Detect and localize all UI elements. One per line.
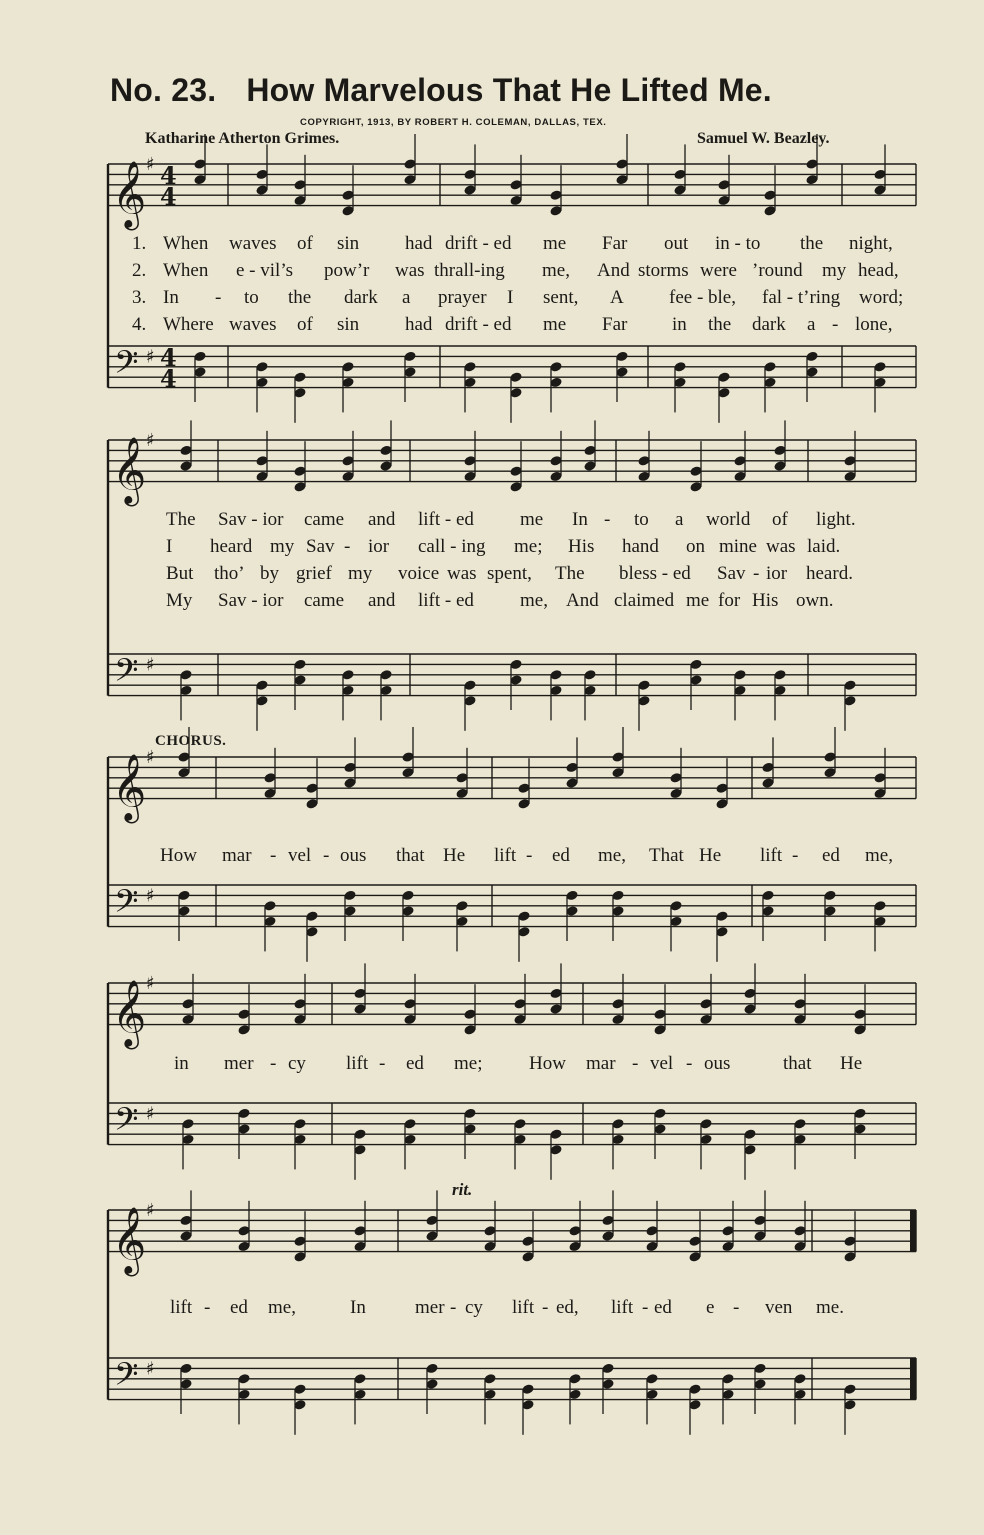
lyric-syllable: voice xyxy=(398,563,440,584)
lyric-syllable: He xyxy=(443,845,466,866)
lyric-syllable: Sav - ior xyxy=(218,590,284,611)
lyric-syllable: How xyxy=(160,845,197,866)
lyric-syllable: lift xyxy=(611,1297,634,1318)
lyric-syllable: e - vil’s xyxy=(236,260,293,281)
lyric-syllable: my xyxy=(348,563,373,584)
chorus-lyric-line-1 xyxy=(160,845,940,869)
lyric-syllable: lift - ed xyxy=(418,509,474,530)
lyric-syllable: for xyxy=(718,590,741,611)
lyric-syllable: night, xyxy=(849,233,893,254)
lyric-syllable: I xyxy=(507,287,514,308)
lyric-syllable: the xyxy=(800,233,824,254)
lyric-syllable: of xyxy=(297,314,313,335)
lyric-syllable: were xyxy=(700,260,737,281)
lyric-syllable: He xyxy=(840,1053,863,1074)
lyric-syllable: heard. xyxy=(806,563,853,584)
lyric-syllable: mar xyxy=(222,845,252,866)
lyric-syllable: my xyxy=(270,536,295,557)
lyric-syllable: of xyxy=(772,509,788,530)
sharp-key-signature-icon: ♯ xyxy=(146,885,155,907)
lyric-syllable: Far xyxy=(602,233,628,254)
lyric-syllable: - xyxy=(450,1297,457,1318)
lyric-syllable: on xyxy=(686,536,705,557)
lyric-syllable: of xyxy=(297,233,313,254)
lyric-syllable: I xyxy=(166,536,173,557)
sharp-key-signature-icon: ♯ xyxy=(146,430,155,452)
lyric-syllable: dark xyxy=(752,314,786,335)
lyric-syllable: But xyxy=(166,563,194,584)
lyric-syllable: by xyxy=(260,563,279,584)
lyric-syllable: How xyxy=(529,1053,566,1074)
lyric-syllable: 2. xyxy=(132,260,147,281)
lyric-syllable: - xyxy=(379,1053,386,1074)
lyric-syllable: vel xyxy=(288,845,312,866)
treble-clef-icon: 𝄞 xyxy=(112,159,147,228)
lyric-syllable: was xyxy=(766,536,796,557)
lyric-syllable: ed, xyxy=(556,1297,579,1318)
lyric-syllable: mer xyxy=(224,1053,254,1074)
lyric-syllable: - xyxy=(526,845,533,866)
lyric-syllable: light. xyxy=(816,509,856,530)
lyric-syllable: had xyxy=(405,314,433,335)
lyric-syllable: ous xyxy=(340,845,367,866)
lyric-syllable: The xyxy=(166,509,196,530)
lyric-syllable: me, xyxy=(520,590,548,611)
verse-1-lyric-line-2 xyxy=(166,509,946,533)
lyric-syllable: that xyxy=(783,1053,812,1074)
treble-clef-icon: 𝄞 xyxy=(112,435,147,504)
lyric-syllable: - xyxy=(323,845,330,866)
lyric-syllable: - xyxy=(344,536,351,557)
chorus-lyric-line-2 xyxy=(174,1053,954,1077)
lyric-syllable: - xyxy=(686,1053,693,1074)
lyric-syllable: Sav - ior xyxy=(218,509,284,530)
verse-2-lyric-line-1 xyxy=(132,260,912,284)
lyric-syllable: - xyxy=(753,563,760,584)
lyric-syllable: He xyxy=(699,845,722,866)
final-barline xyxy=(910,1210,916,1252)
lyric-syllable: ed xyxy=(406,1053,424,1074)
verse-4-lyric-line-1 xyxy=(132,314,912,338)
lyric-syllable: - xyxy=(542,1297,549,1318)
lyric-syllable: own. xyxy=(796,590,834,611)
lyric-syllable: spent, xyxy=(487,563,532,584)
lyric-syllable: In xyxy=(163,287,179,308)
lyric-syllable: My xyxy=(166,590,193,611)
lyric-syllable: laid. xyxy=(807,536,841,557)
lyric-syllable: Where xyxy=(163,314,214,335)
lyric-syllable: drift - ed xyxy=(445,233,512,254)
lyric-syllable: a xyxy=(402,287,411,308)
lyric-syllable: Far xyxy=(602,314,628,335)
lyric-syllable: tho’ xyxy=(214,563,245,584)
lyric-syllable: The xyxy=(555,563,585,584)
lyric-syllable: In xyxy=(350,1297,366,1318)
lyric-syllable: word; xyxy=(859,287,904,308)
lyric-syllable: my xyxy=(822,260,847,281)
lyric-syllable: - xyxy=(733,1297,740,1318)
lyric-syllable: - xyxy=(604,509,611,530)
sharp-key-signature-icon: ♯ xyxy=(146,154,155,176)
lyric-syllable: mer xyxy=(415,1297,445,1318)
lyric-syllable: That xyxy=(649,845,684,866)
lyric-syllable: bless - ed xyxy=(619,563,691,584)
lyric-syllable: drift - ed xyxy=(445,314,512,335)
sharp-key-signature-icon: ♯ xyxy=(146,654,155,676)
lyric-syllable: world xyxy=(706,509,751,530)
copyright-notice: COPYRIGHT, 1913, BY ROBERT H. COLEMAN, DALLAS, TEX. xyxy=(300,117,607,128)
lyric-syllable: lift xyxy=(494,845,517,866)
composer-credit: Samuel W. Beazley. xyxy=(697,130,830,147)
hymn-number: No. 23. xyxy=(110,72,217,108)
lyric-syllable: lift xyxy=(170,1297,193,1318)
lyric-syllable: pow’r xyxy=(324,260,370,281)
lyric-syllable: claimed xyxy=(614,590,675,611)
lyric-syllable: dark xyxy=(344,287,378,308)
lyric-syllable: came xyxy=(304,509,345,530)
lyric-syllable: 4. xyxy=(132,314,147,335)
lyric-syllable: was xyxy=(447,563,477,584)
ritardando-mark: rit. xyxy=(452,1180,473,1199)
lyric-syllable: me xyxy=(543,314,567,335)
lyric-syllable: me, xyxy=(268,1297,296,1318)
time-signature-bottom: 4 xyxy=(160,364,177,394)
sharp-key-signature-icon: ♯ xyxy=(146,1200,155,1222)
time-signature-top: 4 xyxy=(160,342,177,372)
lyric-syllable: had xyxy=(405,233,433,254)
lyric-syllable: cy xyxy=(465,1297,483,1318)
bass-clef-icon: 𝄢 xyxy=(114,652,139,697)
lyric-syllable: ed xyxy=(552,845,570,866)
lyric-syllable: that xyxy=(396,845,425,866)
lyricist-credit: Katharine Atherton Grimes. xyxy=(145,130,340,147)
lyric-syllable: fee - ble, xyxy=(669,287,736,308)
lyric-syllable: ed xyxy=(230,1297,248,1318)
lyric-syllable: me, xyxy=(542,260,570,281)
sharp-key-signature-icon: ♯ xyxy=(146,973,155,995)
lyric-syllable: A xyxy=(610,287,624,308)
lyric-syllable: me xyxy=(520,509,544,530)
chorus-lyric-line-3 xyxy=(170,1297,950,1321)
lyric-syllable: sent, xyxy=(543,287,579,308)
lyric-syllable: - xyxy=(270,845,277,866)
lyric-syllable: waves xyxy=(229,233,277,254)
lyric-syllable: ior xyxy=(368,536,390,557)
sharp-key-signature-icon: ♯ xyxy=(146,1358,155,1380)
lyric-syllable: the xyxy=(708,314,732,335)
lyric-syllable: ’round xyxy=(752,260,803,281)
lyric-syllable: And xyxy=(566,590,599,611)
lyric-syllable: hand xyxy=(622,536,659,557)
verse-1-lyric-line-1 xyxy=(132,233,912,257)
lyric-syllable: lift xyxy=(512,1297,535,1318)
lyric-syllable: sin xyxy=(337,233,360,254)
verse-4-lyric-line-2 xyxy=(166,590,946,614)
lyric-syllable: When xyxy=(163,260,209,281)
lyric-syllable: - xyxy=(215,287,222,308)
sharp-key-signature-icon: ♯ xyxy=(146,346,155,368)
lyric-syllable: lift - ed xyxy=(418,590,474,611)
lyric-syllable: - xyxy=(642,1297,649,1318)
lyric-syllable: was xyxy=(395,260,425,281)
lyric-syllable: me xyxy=(686,590,710,611)
lyric-syllable: lift xyxy=(760,845,783,866)
lyric-syllable: ous xyxy=(704,1053,731,1074)
time-signature-bottom: 4 xyxy=(160,182,177,212)
lyric-syllable: a xyxy=(675,509,684,530)
lyric-syllable: fal - t’ring xyxy=(762,287,841,308)
lyric-syllable: came xyxy=(304,590,345,611)
bass-clef-icon: 𝄢 xyxy=(114,883,139,928)
lyric-syllable: and xyxy=(368,590,396,611)
lyric-syllable: - xyxy=(632,1053,639,1074)
lyric-syllable: to xyxy=(244,287,259,308)
lyric-syllable: - xyxy=(204,1297,211,1318)
lyric-syllable: mar xyxy=(586,1053,616,1074)
lyric-syllable: waves xyxy=(229,314,277,335)
verse-3-lyric-line-2 xyxy=(166,563,946,587)
treble-clef-icon: 𝄞 xyxy=(112,978,147,1047)
lyric-syllable: - xyxy=(792,845,799,866)
lyric-syllable: heard xyxy=(210,536,253,557)
lyric-syllable: mine xyxy=(719,536,757,557)
lyric-syllable: - xyxy=(832,314,839,335)
time-signature-top: 4 xyxy=(160,160,177,190)
lyric-syllable: Sav xyxy=(717,563,746,584)
lyric-syllable: When xyxy=(163,233,209,254)
lyric-syllable: head, xyxy=(858,260,899,281)
lyric-syllable: storms xyxy=(638,260,689,281)
lyric-syllable: the xyxy=(288,287,312,308)
lyric-syllable: Sav xyxy=(306,536,335,557)
lyric-syllable: lone, xyxy=(855,314,893,335)
lyric-syllable: out xyxy=(664,233,689,254)
hymn-title: How Marvelous That He Lifted Me. xyxy=(246,72,772,108)
lyric-syllable: thrall-ing xyxy=(434,260,505,281)
lyric-syllable: me. xyxy=(816,1297,844,1318)
lyric-syllable: In xyxy=(572,509,588,530)
treble-clef-icon: 𝄞 xyxy=(112,752,147,821)
lyric-syllable: call - ing xyxy=(418,536,486,557)
bass-clef-icon: 𝄢 xyxy=(114,344,139,389)
sharp-key-signature-icon: ♯ xyxy=(146,747,155,769)
lyric-syllable: prayer xyxy=(438,287,487,308)
lyric-syllable: And xyxy=(597,260,630,281)
lyric-syllable: ior xyxy=(766,563,788,584)
lyric-syllable: grief xyxy=(296,563,332,584)
lyric-syllable: vel xyxy=(650,1053,674,1074)
treble-clef-icon: 𝄞 xyxy=(112,1205,147,1274)
chorus-label: CHORUS. xyxy=(155,733,227,749)
lyric-syllable: in xyxy=(672,314,687,335)
lyric-syllable: me, xyxy=(865,845,893,866)
final-barline xyxy=(910,1358,916,1400)
lyric-syllable: sin xyxy=(337,314,360,335)
lyric-syllable: me xyxy=(543,233,567,254)
verse-3-lyric-line-1 xyxy=(132,287,912,311)
verse-2-lyric-line-2 xyxy=(166,536,946,560)
lyric-syllable: a xyxy=(807,314,816,335)
lyric-syllable: and xyxy=(368,509,396,530)
lyric-syllable: me; xyxy=(514,536,543,557)
lyric-syllable: ed xyxy=(822,845,840,866)
lyric-syllable: His xyxy=(568,536,595,557)
bass-clef-icon: 𝄢 xyxy=(114,1356,139,1401)
sharp-key-signature-icon: ♯ xyxy=(146,1103,155,1125)
lyric-syllable: lift xyxy=(346,1053,369,1074)
lyric-syllable: to xyxy=(634,509,649,530)
lyric-syllable: ed xyxy=(654,1297,672,1318)
bass-clef-icon: 𝄢 xyxy=(114,1101,139,1146)
lyric-syllable: His xyxy=(752,590,779,611)
lyric-syllable: e xyxy=(706,1297,715,1318)
lyric-syllable: me, xyxy=(598,845,626,866)
lyric-syllable: - xyxy=(270,1053,277,1074)
lyric-syllable: in xyxy=(174,1053,189,1074)
lyric-syllable: 1. xyxy=(132,233,147,254)
lyric-syllable: cy xyxy=(288,1053,306,1074)
lyric-syllable: me; xyxy=(454,1053,483,1074)
lyric-syllable: in - to xyxy=(715,233,761,254)
lyric-syllable: 3. xyxy=(132,287,147,308)
lyric-syllable: ven xyxy=(765,1297,793,1318)
